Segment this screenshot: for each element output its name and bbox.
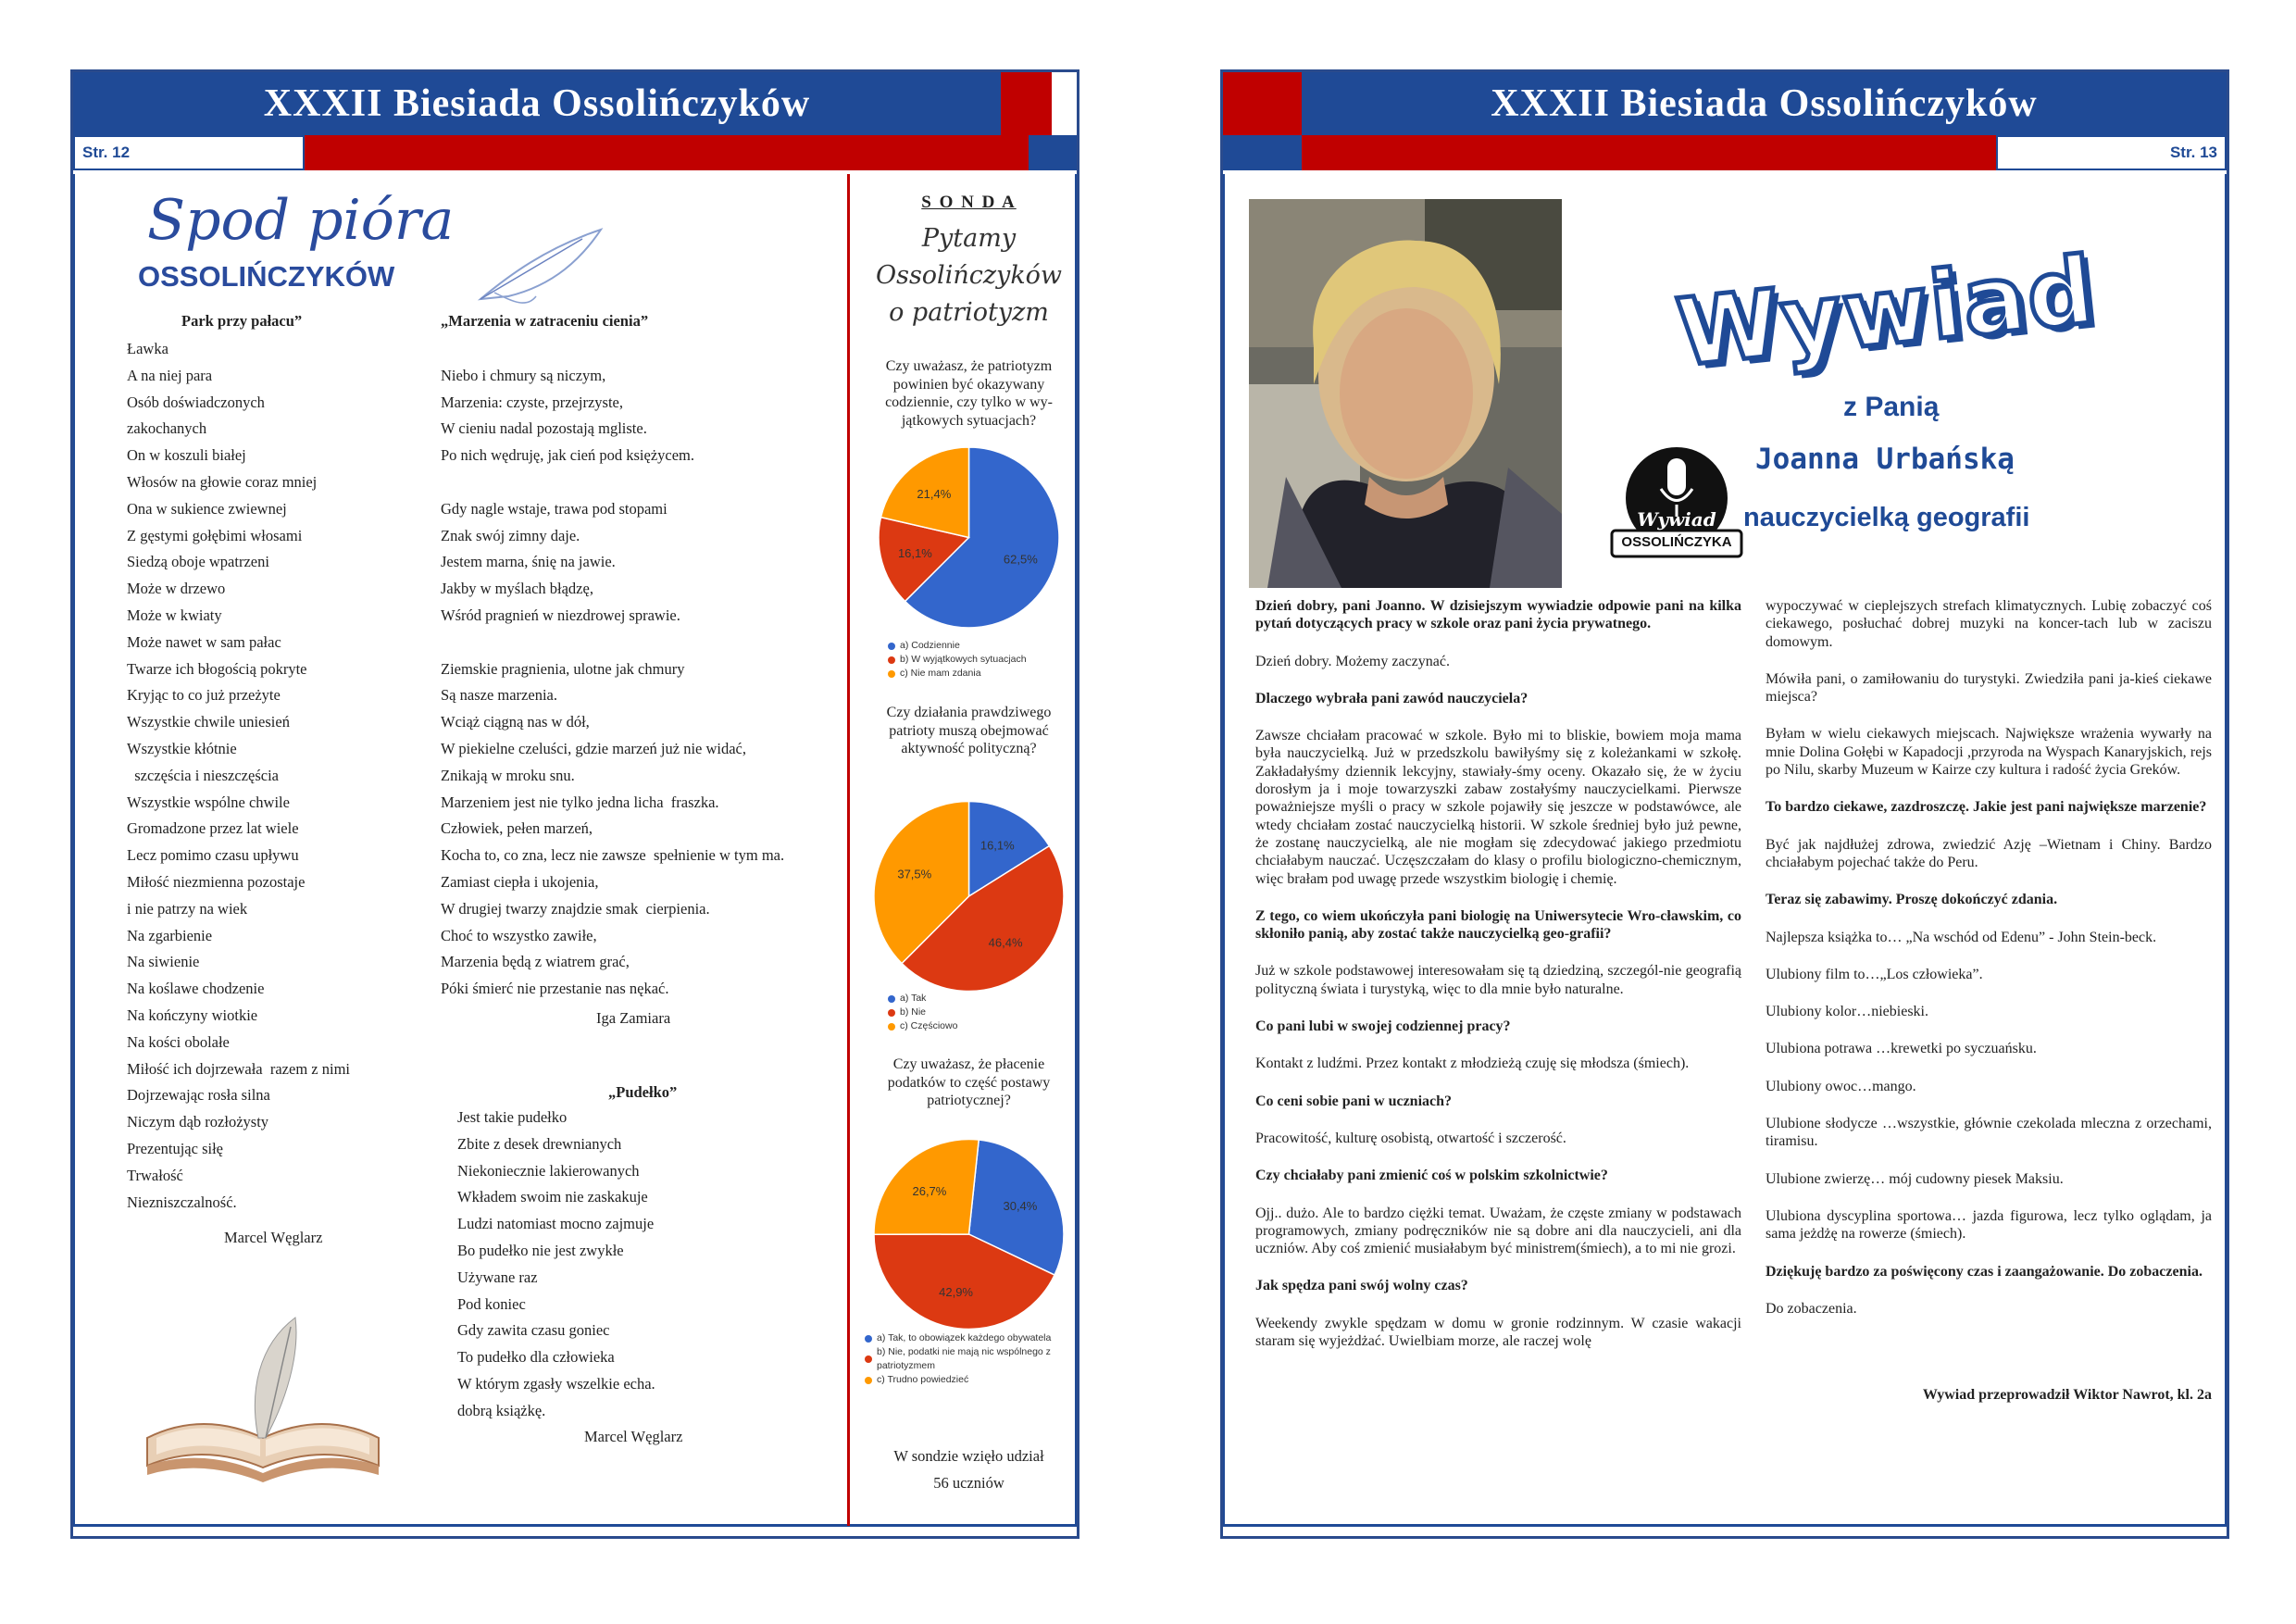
poem-line: Twarze ich błogością pokryte (127, 659, 307, 678)
poem-line: Póki śmierć nie przestanie nas nękać. (441, 980, 669, 998)
poem3-author: Marcel Węglarz (584, 1428, 683, 1445)
chart3-legend (865, 1331, 1073, 1387)
poem-line: Osób doświadczonych (127, 393, 265, 411)
legend-swatch (888, 1009, 895, 1017)
pie-label: 42,9% (939, 1285, 974, 1300)
poem-line: Wkładem swoim nie zaskakuje (457, 1188, 648, 1206)
poem-line: Może nawet w sam pałac (127, 632, 281, 651)
legend-swatch (888, 643, 895, 650)
poem-line (441, 336, 848, 363)
legend-item (888, 639, 1073, 653)
interview-answer: wypoczywać w cieplejszych strefach klimatycznych. Lubię zobaczyć coś ciekawego, posłuchać dobrej muzyki na koncer-tach lub w zaciszu domowym. (1766, 598, 2212, 650)
logo (138, 188, 508, 299)
poem-line: Gdy nagle wstaje, trawa pod stopami (441, 499, 668, 518)
interview-answer: Ulubiony film to…„Los człowieka”. (1766, 966, 1983, 982)
interview-answer: Pracowitość, kulturę osobistą, otwartość i szczerość. (1255, 1130, 1566, 1146)
interview-answer: Dzień dobry. Możemy zaczynać. (1255, 653, 1450, 669)
interview-question: Dziękuję bardzo za poświęcony czas i zaangażowanie. Do zobaczenia. (1766, 1263, 2202, 1280)
logo-script-text: Spod pióra (147, 188, 455, 253)
poem-line: Zamiast ciepła i ukojenia, (441, 872, 599, 891)
open-book-icon (138, 1308, 388, 1493)
poem-line: Na zgarbienie (127, 926, 213, 944)
poem-line: Kocha to, co zna, lecz nie zawsze spełnienie w tym ma. (441, 846, 785, 865)
legend-label: b) W wyjątkowych sytuacjach (900, 654, 1027, 665)
pie-label: 37,5% (897, 867, 932, 881)
poem-line: Dojrzewając rosła silna (127, 1086, 270, 1105)
header-red-bar (1302, 135, 1996, 170)
chart2-question: Czy działania prawdziwego patrioty muszą obejmować aktywność polityczną? (886, 705, 1052, 756)
interview-question: Co pani lubi w swojej codziennej pracy? (1255, 1018, 1511, 1035)
poem-line: Prezentując siłę (127, 1139, 223, 1157)
interview-answer: Ulubiony kolor…niebieski. (1766, 1004, 1928, 1020)
chart2-pie (865, 790, 1073, 1003)
poem-line: Na kończyny wiotkie (127, 1006, 258, 1024)
poem-line: A na niej para (127, 366, 213, 384)
poem-line: szczęścia i nieszczęścia (127, 766, 279, 784)
sonda-footer-line: W sondzie wzięło udział (893, 1447, 1044, 1465)
legend-swatch (865, 1377, 872, 1384)
chart1-pie (865, 438, 1073, 637)
interview-subtitle: z Panią (1843, 392, 1940, 422)
sonda-footer (865, 1443, 1073, 1496)
interview-question: Z tego, co wiem ukończyła pani biologię na Uniwersytecie Wro-cławskim, co skłoniło panią, aby zostać także nauczycielką geo-grafii? (1255, 907, 1741, 943)
poem-line: Marzenia: czyste, przejrzyste, (441, 393, 623, 411)
chart1-question: Czy uważasz, że patriotyzm powinien być okazywany codziennie, czy tylko w wy-jątkowych sytuacjach? (885, 358, 1053, 429)
poem2-body (441, 336, 848, 1003)
sonda-footer-line: 56 uczniów (933, 1474, 1004, 1492)
interview-answer: Ulubiony owoc…mango. (1766, 1078, 1916, 1094)
interview-answer: Kontakt z ludźmi. Przez kontakt z młodzieżą czuję się młodsza (śmiech). (1255, 1056, 1690, 1072)
legend-swatch (865, 1355, 872, 1363)
poem-line: Na koślawe chodzenie (127, 980, 265, 998)
interview-signature: Wywiad przeprowadził Wiktor Nawrot, kl. 2a (1922, 1387, 2212, 1403)
poem-line: zakochanych (127, 419, 207, 438)
legend-item (888, 667, 1073, 681)
interview-answer: Ojj.. dużo. Ale to bardzo ciężki temat. Uważam, że częste zmiany w podstawach programowych, zmiany podręczników nie są dobre ani dla nauczycieli, ani dla uczniów. Aby coś zmienić musiałabym być ministrem(śmiech), a to mi nie grozi. (1255, 1205, 1741, 1257)
poem-line: W którym zgasły wszelkie echa. (457, 1374, 655, 1393)
legend-item (865, 1373, 1073, 1387)
poem-line: Wszystkie chwile uniesień (127, 713, 290, 731)
badge-top-text: Wywiad (1637, 508, 1716, 531)
poem-line: dobrą książkę. (457, 1401, 546, 1419)
poem-line: Gromadzone przez lat wiele (127, 819, 299, 838)
microphone-icon (1607, 438, 1746, 572)
interview-question: Dlaczego wybrała pani zawód nauczyciela? (1255, 690, 1529, 706)
poem-line: Kryjąc to co już przeżyte (127, 686, 281, 705)
interview-answer: Zawsze chciałam pracować w szkole. Było mi to bliskie, bowiem moja mama była nauczycielką. Już w przedszkolu bawiłyśmy się z koleżankami w szkołę. Zakładałyśmy dziennik lekcyjny, stawiały-śmy oceny. Okazało się, że w życiu dorosłym ja i moje towarzyszki zabaw zostałyśmy nauczycielkami. Pierwsze poważniejsze myśli o pracy w szkole pojawiły się jeszcze w podstawówce, ale wtedy chciałam zostać nauczycielką historii. W szkole średniej było już pewne, że zostanę nauczycielką, ale nie mogłam się zdecydować jakiego przedmiotu chciałabym nauczać. Uczęszczałam do klasy o profilu biologiczno-chemicznym, więc brałam pod uwagę przede wszystkim biologię i chemię. (1255, 728, 1741, 887)
poem-line: W cieniu nadal pozostają mgliste. (441, 419, 647, 438)
legend-label: a) Tak (900, 993, 927, 1004)
legend-swatch (888, 1023, 895, 1031)
poem-line: Marzenia będą z wiatrem grać, (441, 953, 630, 971)
poem2-author: Iga Zamiara (596, 1009, 671, 1027)
poem1-author: Marcel Węglarz (224, 1229, 323, 1246)
poem-line: Włosów na głowie coraz mniej (127, 472, 318, 491)
chart2-legend (888, 992, 1073, 1033)
header-title: XXXII Biesiada Ossolińczyków (1302, 72, 2227, 135)
legend-swatch (888, 670, 895, 678)
poem-line: Zbite z desek drewnianych (457, 1134, 622, 1153)
interview-question: Teraz się zabawimy. Proszę dokończyć zdania. (1766, 892, 2058, 908)
poem-line: Wśród pragnień w niezdrowej sprawie. (441, 606, 680, 624)
legend-swatch (888, 656, 895, 664)
header-red-bar (305, 135, 1029, 170)
wywiad-title: Wywiad (1672, 235, 2102, 388)
poem-line: Gdy zawita czasu goniec (457, 1321, 610, 1340)
poem-line: Wszystkie kłótnie (127, 739, 237, 757)
badge-bottom-text: OSSOLIŃCZYKA (1621, 534, 1732, 550)
poem-line: Pod koniec (457, 1294, 526, 1313)
interview-question: Jak spędza pani swój wolny czas? (1255, 1278, 1468, 1294)
pie-label: 26,7% (912, 1183, 947, 1198)
poem-line: Człowiek, pełen marzeń, (441, 819, 593, 838)
poem-line: Marzeniem jest nie tylko jedna licha fraszka. (441, 793, 719, 811)
legend-label: c) Trudno powiedzieć (877, 1374, 969, 1385)
poem-line: Ławka (127, 340, 168, 357)
legend-label: b) Nie, podatki nie mają nic wspólnego z patriotyzmem (877, 1346, 1051, 1371)
poem3-body (457, 1105, 735, 1425)
interview-answer: Już w szkole podstawowej interesowałam się tą dziedziną, szczegól-nie geografią polityczną świata i turystyką, więc to dla mnie było naturalne. (1255, 963, 1741, 997)
legend-swatch (865, 1335, 872, 1343)
poem-line: Ludzi natomiast mocno zajmuje (457, 1215, 655, 1233)
sonda-subtitle-line: Pytamy (921, 224, 1017, 253)
poem-line: Ona w sukience zwiewnej (127, 499, 287, 518)
header-title: XXXII Biesiada Ossolińczyków (73, 72, 1001, 135)
poem-line: Używane raz (457, 1268, 538, 1286)
poem-line: To pudełko dla człowieka (457, 1348, 615, 1367)
wywiad-badge (1607, 438, 1746, 572)
header-blue-square (1223, 135, 1302, 170)
poem-line: Jakby w myślach błądzę, (441, 580, 593, 598)
interviewee-role: nauczycielką geografii (1743, 503, 2030, 532)
logo-caps-text: OSSOLIŃCZYKÓW (138, 260, 395, 293)
poem-line: Miłość niezmienna pozostaje (127, 872, 306, 891)
pie-label: 30,4% (1003, 1198, 1038, 1213)
interview-answer: Do zobaczenia. (1766, 1300, 1857, 1317)
legend-item (888, 1006, 1073, 1019)
poem-line: Bo pudełko nie jest zwykłe (457, 1241, 624, 1259)
poem-line: Wszystkie wspólne chwile (127, 793, 290, 811)
poem-line: Lecz pomimo czasu upływu (127, 846, 299, 865)
legend-item (888, 653, 1073, 667)
poem-line: W piekielne czeluści, gdzie marzeń już nie widać, (441, 739, 746, 757)
chart1-legend (888, 639, 1073, 681)
poem-line: Z gęstymi gołębimi włosami (127, 526, 303, 544)
legend-label: c) Nie mam zdania (900, 668, 981, 679)
poem-line: Jest takie pudełko (457, 1108, 568, 1126)
poem-line: Choć to wszystko zawiłe, (441, 926, 597, 944)
legend-item (888, 1019, 1073, 1033)
interview-question: Czy chciałaby pani zmienić coś w polskim szkolnictwie? (1255, 1168, 1608, 1184)
poem-line: Po nich wędruję, jak cień pod księżycem. (441, 446, 694, 465)
poem-line (441, 630, 848, 656)
pie-label: 46,4% (988, 935, 1023, 950)
pie-label: 16,1% (897, 546, 932, 561)
poem-line: Miłość ich dojrzewała razem z nimi (127, 1059, 350, 1078)
legend-label: a) Tak, to obowiązek każdego obywatela (877, 1332, 1052, 1343)
interview-question: Co ceni sobie pani w uczniach? (1255, 1093, 1453, 1109)
interview-column-1 (1255, 597, 1741, 1369)
sonda-title: S O N D A (921, 193, 1017, 212)
interview-answer: Ulubiona potrawa …krewetki po syczuańsku. (1766, 1041, 2037, 1057)
poem-line: Znak swój zimny daje. (441, 526, 580, 544)
poem-line: Siedzą oboje wpatrzeni (127, 553, 269, 571)
interview-answer: Ulubione zwierzę… mój cudowny piesek Maksiu. (1766, 1170, 2064, 1187)
poem-line: Jestem marna, śnię na jawie. (441, 553, 616, 571)
interview-answer: Mówiła pani, o zamiłowaniu do turystyki. Zwiedziła pani ja-kieś ciekawe miejsca? (1766, 670, 2212, 706)
legend-swatch (888, 995, 895, 1003)
pie-label: 21,4% (917, 487, 952, 502)
pie-label: 62,5% (1003, 552, 1038, 567)
page-number: Str. 12 (73, 135, 305, 170)
legend-label: a) Codziennie (900, 640, 960, 651)
poem2-title: „Marzenia w zatraceniu cienia” (441, 312, 649, 330)
page-right (1220, 69, 2229, 1539)
interview-question: Dzień dobry, pani Joanno. W dzisiejszym wywiadzie odpowie pani na kilka pytań dotyczących pracy w szkole oraz pani życia prywatnego. (1255, 598, 1741, 632)
poem-line: Niekoniecznie lakierowanych (457, 1161, 640, 1180)
poem-line: Są nasze marzenia. (441, 686, 557, 705)
poem-line: On w koszuli białej (127, 446, 246, 465)
sonda-subtitle-line: o patriotyzm (889, 298, 1049, 327)
feather-icon (471, 220, 610, 313)
interview-answer: Ulubiona dyscyplina sportowa… jazda figurowa, lecz tylko oglądam, ja sama jeżdżę na rowerze (śmiech). (1766, 1207, 2212, 1243)
poem-line: Na siwienie (127, 953, 200, 971)
interview-question: To bardzo ciekawe, zazdroszczę. Jakie jest pani największe marzenie? (1766, 799, 2207, 816)
chart3-question: Czy uważasz, że płacenie podatków to część postawy patriotycznej? (887, 1056, 1051, 1108)
interview-answer: Być jak najdłużej zdrowa, zwiedzić Azję –Wietnam i Chiny. Bardzo chciałabym pojechać także do Peru. (1766, 836, 2212, 870)
poem-line: i nie patrzy na wiek (127, 899, 248, 918)
poem-line: Niczym dąb rozłożysty (127, 1113, 269, 1131)
poem1-body (127, 336, 405, 1216)
interview-column-2 (1766, 597, 2212, 1337)
poem-line: Wciąż ciągną nas w dół, (441, 713, 590, 731)
poem-line: Niezniszczalność. (127, 1193, 237, 1211)
legend-item (888, 992, 1073, 1006)
interviewee-name: Joanna Urbańską (1755, 443, 2015, 476)
chart3-pie (865, 1128, 1073, 1341)
page-number: Str. 13 (1996, 135, 2227, 170)
poem-line: Znikają w mroku snu. (441, 766, 575, 784)
header-red-square (1223, 72, 1302, 135)
poem-line: Może w kwiaty (127, 606, 222, 624)
poem1-title: Park przy pałacu” (181, 312, 303, 330)
interview-answer: Ulubione słodycze …wszystkie, głównie czekolada mleczna z orzechami, tiramisu. (1766, 1116, 2212, 1150)
poem-line: Ziemskie pragnienia, ulotne jak chmury (441, 659, 685, 678)
interview-answer: Weekendy zwykle spędzam w domu w gronie rodzinnym. W czasie wakacji staram się wyjeżdżać. Uwielbiam morze, ale raczej wolę (1255, 1315, 1741, 1350)
interview-answer: Najlepsza książka to… „Na wschód od Edenu” - John Stein-beck. (1766, 929, 2157, 945)
legend-label: b) Nie (900, 1006, 927, 1018)
interview-answer: Byłam w wielu ciekawych miejscach. Największe wrażenia wywarły na mnie Dolina Gołębi w Kapadocji ,przyroda na Wyspach Kanaryjskich, rejs po Nilu, skarby Muzeum w Kairze czy kultura i radość życia Greków. (1766, 726, 2212, 779)
pie-label: 16,1% (980, 838, 1015, 853)
poem-line: Trwałość (127, 1166, 183, 1184)
legend-item (865, 1345, 1073, 1373)
page-left (70, 69, 1079, 1539)
portrait-photo (1249, 199, 1562, 588)
header-red-square (1001, 72, 1052, 135)
poem-line: Może w drzewo (127, 580, 226, 598)
header-blue-square (1029, 135, 1077, 170)
poem-line: Niebo i chmury są niczym, (441, 366, 606, 384)
sonda-subtitle (865, 220, 1073, 331)
legend-item (865, 1331, 1073, 1345)
poem-line: W drugiej twarzy znajdzie smak cierpienia. (441, 899, 710, 918)
poem3-title: „Pudełko” (608, 1083, 678, 1101)
sonda-subtitle-line: Ossolińczyków (875, 261, 1063, 290)
poem-line (441, 469, 848, 496)
poem-line: Na kości obolałe (127, 1032, 230, 1051)
legend-label: c) Częściowo (900, 1020, 958, 1031)
